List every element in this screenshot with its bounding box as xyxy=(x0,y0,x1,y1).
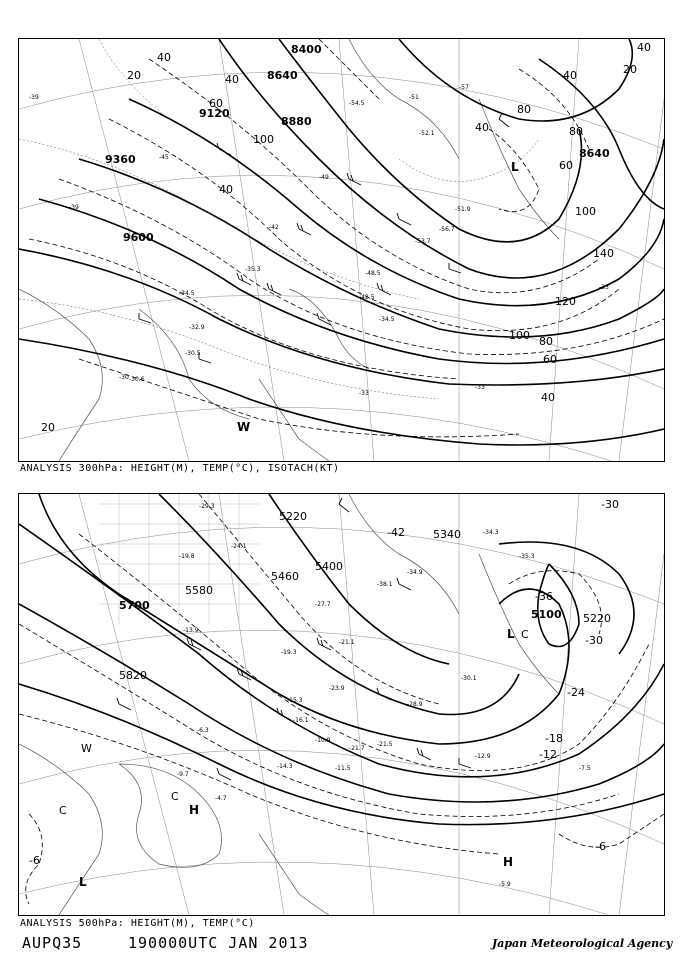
temp-label: -27.7 xyxy=(315,601,331,608)
temp-label: -30.6 xyxy=(129,376,145,383)
temp-label: -4.7 xyxy=(215,795,227,802)
map-500hpa-svg xyxy=(19,494,664,915)
temp-label: -13.9 xyxy=(183,627,199,634)
height-label: 5220 xyxy=(583,612,611,625)
temp-label: -56.7 xyxy=(439,226,455,233)
isotherm-contours xyxy=(19,494,664,904)
temp-label: -34.9 xyxy=(407,569,423,576)
temp-label: -30 xyxy=(119,374,129,381)
lat-lon-grid xyxy=(19,39,664,461)
height-label: 9360 xyxy=(105,153,136,166)
temp-label: -6.3 xyxy=(197,727,209,734)
height-label: 8640 xyxy=(579,147,610,160)
agency-name: Japan Meteorological Agency xyxy=(492,937,673,950)
temp-label: -29.3 xyxy=(199,503,215,510)
temp-label: -38.1 xyxy=(377,581,393,588)
height-label: 5340 xyxy=(433,528,461,541)
temp-label: -35.3 xyxy=(519,553,535,560)
isotach-label: 60 xyxy=(559,159,573,172)
temp-label: -33 xyxy=(599,284,609,291)
high-pressure-symbol: H xyxy=(503,855,514,869)
cold-symbol: C xyxy=(59,804,67,817)
temp-label: -15.3 xyxy=(287,697,303,704)
height-label: 5820 xyxy=(119,669,147,682)
isotach-label: 60 xyxy=(209,97,223,110)
temp-label: -53.7 xyxy=(415,238,431,245)
height-label: 5100 xyxy=(531,608,562,621)
height-label: 8640 xyxy=(267,69,298,82)
isotach-label: 40 xyxy=(637,41,651,54)
map-panel-300hpa xyxy=(18,38,665,462)
height-label: 9120 xyxy=(199,107,230,120)
isotach-label: 120 xyxy=(555,295,576,308)
temp-label: -32.9 xyxy=(189,324,205,331)
temp-label: -39 xyxy=(29,94,39,101)
temp-label: -51 xyxy=(409,94,419,101)
isotach-label: 80 xyxy=(569,125,583,138)
temp-label: -21.1 xyxy=(339,639,355,646)
temp-contour-label: -18 xyxy=(545,732,563,745)
isotach-label: 40 xyxy=(475,121,489,134)
map-panel-500hpa xyxy=(18,493,665,916)
map-300hpa-svg xyxy=(19,39,664,461)
temp-contour-label: -30 xyxy=(585,634,603,647)
isotach-label: 80 xyxy=(517,103,531,116)
lat-lon-grid xyxy=(19,494,664,915)
warm-symbol: W xyxy=(81,742,92,755)
height-label: 8880 xyxy=(281,115,312,128)
height-label: 9600 xyxy=(123,231,154,244)
temp-label: -34.3 xyxy=(483,529,499,536)
warm-symbol: W xyxy=(237,420,251,434)
temp-label: -49 xyxy=(319,174,329,181)
temp-label: -19.8 xyxy=(179,553,195,560)
height-label: 5400 xyxy=(315,560,343,573)
temp-label: -21.5 xyxy=(377,741,393,748)
chart-id: AUPQ35 xyxy=(22,934,83,952)
temp-label: -21.7 xyxy=(349,745,365,752)
panel-caption-500hpa: ANALYSIS 500hPa: HEIGHT(M), TEMP(°C) xyxy=(20,918,255,929)
low-pressure-symbol: L xyxy=(507,627,515,641)
height-label: 5460 xyxy=(271,570,299,583)
temp-contour-label: -6 xyxy=(29,854,40,867)
temp-label: -39 xyxy=(69,204,79,211)
temp-label: -30.1 xyxy=(461,675,477,682)
isotach-label: 40 xyxy=(157,51,171,64)
temp-label: -57 xyxy=(459,84,469,91)
temp-label: -5.9 xyxy=(499,881,511,888)
isotach-label: 140 xyxy=(593,247,614,260)
isotach-label: 80 xyxy=(539,335,553,348)
temp-label: -10.9 xyxy=(315,737,331,744)
temp-label: -12.9 xyxy=(475,753,491,760)
temp-contour-label: -6 xyxy=(595,840,606,853)
temp-label: -28.9 xyxy=(407,701,423,708)
temp-contour-label: -24 xyxy=(567,686,585,699)
temp-label: -23.9 xyxy=(329,685,345,692)
temp-contour-label: -42 xyxy=(387,526,405,539)
temp-label: -19.3 xyxy=(281,649,297,656)
temp-label: -9.7 xyxy=(177,771,189,778)
temp-label: -42.5 xyxy=(359,294,375,301)
height-label: 5580 xyxy=(185,584,213,597)
height-label: 8400 xyxy=(291,43,322,56)
isotach-label: 40 xyxy=(225,73,239,86)
high-pressure-symbol: H xyxy=(189,803,200,817)
temp-contour-label: -36 xyxy=(535,590,553,603)
temp-label: -16.1 xyxy=(293,717,309,724)
isotach-label: 40 xyxy=(563,69,577,82)
low-pressure-symbol: L xyxy=(79,875,87,889)
temp-label: -7.5 xyxy=(579,765,591,772)
isotach-label: 40 xyxy=(219,183,233,196)
temp-label: -14.3 xyxy=(277,763,293,770)
low-pressure-symbol: L xyxy=(511,160,519,174)
isotach-label: 100 xyxy=(253,133,274,146)
height-contours xyxy=(19,39,664,445)
temp-label: -42 xyxy=(269,224,279,231)
isotach-label: 60 xyxy=(543,353,557,366)
temp-label: -33 xyxy=(359,390,369,397)
temp-label: -11.5 xyxy=(335,765,351,772)
temp-label: -34.5 xyxy=(379,316,395,323)
temp-label: -51.9 xyxy=(455,206,471,213)
isotach-label: 40 xyxy=(541,391,555,404)
temp-label: -30.5 xyxy=(185,350,201,357)
temp-label: -34.5 xyxy=(179,290,195,297)
temp-label: -33 xyxy=(475,384,485,391)
valid-time: 190000UTC JAN 2013 xyxy=(128,934,309,952)
isotach-label: 20 xyxy=(127,69,141,82)
isotach-label: 20 xyxy=(41,421,55,434)
height-label: 5220 xyxy=(279,510,307,523)
temp-label: -35.3 xyxy=(245,266,261,273)
temp-contour-label: -12 xyxy=(539,748,557,761)
temp-label: -45 xyxy=(159,154,169,161)
height-label: 5700 xyxy=(119,599,150,612)
isotach-label: 20 xyxy=(623,63,637,76)
panel-caption-300hpa: ANALYSIS 300hPa: HEIGHT(M), TEMP(°C), ISOTACH(KT) xyxy=(20,463,340,474)
temp-label: -48.5 xyxy=(365,270,381,277)
temp-label: -24.1 xyxy=(231,543,247,550)
cold-symbol: C xyxy=(171,790,179,803)
isotach-label: 100 xyxy=(575,205,596,218)
isotach-label: 100 xyxy=(509,329,530,342)
temp-contour-label: -30 xyxy=(601,498,619,511)
temp-label: -54.5 xyxy=(349,100,365,107)
temp-label: -52.1 xyxy=(419,130,435,137)
cold-symbol: C xyxy=(521,628,529,641)
